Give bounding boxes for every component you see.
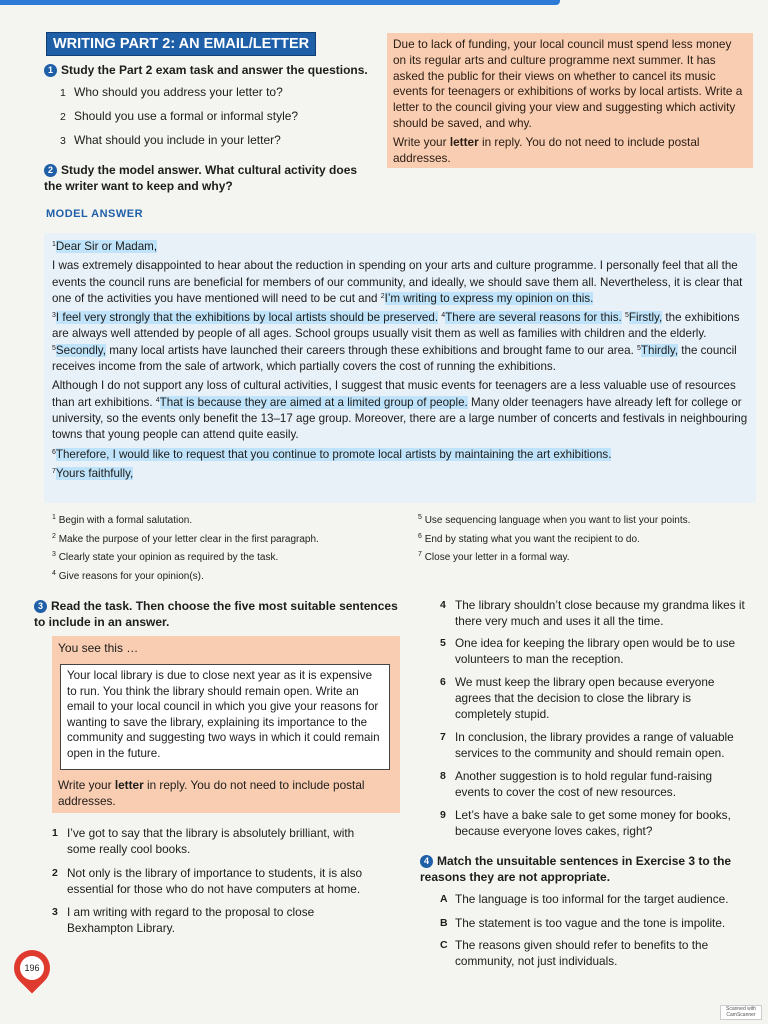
- footnote: $^5$ Use sequencing language when you want to list your points.: [418, 514, 691, 526]
- footnote: $^6$ End by stating what you want the recipient to do.: [418, 532, 640, 545]
- you-see-this-box: [52, 636, 400, 813]
- sentence-option: 8 Another suggestion is to hold regular fund-raising events to cover the cost of new resources.: [440, 769, 713, 799]
- exam-task-box: [387, 33, 753, 168]
- exercise-number: 1: [44, 64, 57, 77]
- footnote: $^3$ Clearly state your opinion as required by the task.: [52, 551, 279, 563]
- footnotes-left: [52, 512, 412, 586]
- sentence-option: 9 Let’s have a bake sale to get some money for books, because everyone loves cakes, right?: [440, 808, 731, 838]
- exercise-instruction: Study the model answer. What cultural activity does the writer want to keep and why?: [44, 163, 358, 193]
- footnote: $^2$ Make the purpose of your letter clear in the first paragraph.: [52, 532, 319, 545]
- footnotes-right: [418, 512, 758, 568]
- sentence-option: 3 I am writing with regard to the proposal to close Bexhampton Library.: [52, 905, 315, 935]
- task-text: Due to lack of funding, your local council must spend less money on its regular arts and culture programme next summer. It has asked the public for their views on whether to cancel its music events for teenagers or exhibitions of works by local artists. Write a letter to the council giving your view and suggesting which activity should be saved, and why.: [393, 37, 743, 130]
- reason-item: A The language is too informal for the target audience.: [440, 892, 729, 906]
- sentence-option: 7 In conclusion, the library provides a range of valuable services to the community and should remain open.: [440, 730, 734, 760]
- exercise-instruction: Read the task. Then choose the five most suitable sentences to include in an answer.: [34, 599, 398, 629]
- you-see-this-title: You see this …: [58, 641, 139, 655]
- paragraph-4: $^6$Therefore, I would like to request that you continue to promote local artists by maintaining the art exhibitions.: [52, 447, 612, 461]
- library-task: Your local library is due to close next year as it is expensive to run. You think the library should remain open. Write an email to your local council in which you give your reasons for wanting to save the library, explaining its importance to the community and suggesting two ways in which it could remain open in the future.: [60, 664, 390, 770]
- exercise-3: [34, 598, 404, 630]
- exercise-2: [44, 162, 364, 194]
- closing: $^7$Yours faithfully,: [52, 466, 134, 480]
- sentence-option: 4 The library shouldn’t close because my grandma likes it there very much and uses it all the time.: [440, 598, 745, 628]
- sentence-option: 2 Not only is the library of importance to students, it is also essential for those who do not have computers at home.: [52, 866, 363, 896]
- sentence-option: 1 I’ve got to say that the library is absolutely brilliant, with some really cool books.: [52, 826, 355, 856]
- page-number-badge: [7, 943, 58, 994]
- paragraph-1: I was extremely disappointed to hear about the reduction in spending on your arts and culture programme. I personally feel that all the events the council runs are beneficial for members of our community, and ideally, we should save them all. Nevertheless, it is clear that one of the activities you have mentioned will need to be cut and $^2$I’m writing to express my opinion on this.: [52, 259, 743, 305]
- salutation: $^1$Dear Sir or Madam,: [52, 240, 158, 253]
- scanner-watermark: Scanned with CamScanner: [720, 1005, 762, 1020]
- footnote: $^7$ Close your letter in a formal way.: [418, 551, 570, 563]
- exercise-1: [44, 62, 374, 78]
- reason-item: C The reasons given should refer to benefits to the community, not just individuals.: [440, 938, 709, 968]
- paragraph-3: Although I do not support any loss of cultural activities, I suggest that music events for teenagers are a less valuable use of resources than art exhibitions. $^4$That is because they are aimed at a limited group of people. Many older teenagers have already left for college or university, so the events only benefit the 13–17 age group. Moreover, there are a large number of concerts and festivals in neighbouring towns that young people can attend quite easily.: [52, 379, 748, 442]
- top-stripe: [0, 0, 560, 5]
- paragraph-2: $^3$I feel very strongly that the exhibitions by local artists should be preserved. $^4$There are several reasons for this. $^5$Firstly, the exhibitions are always well attended by people of all ages. School groups usually visit them as well as families with children and the elderly. $^5$Secondly, many local artists have launched their careers through these exhibitions and brought fame to our area. $^5$Thirdly, the council receives income from the sale of artwork, which partially covers the cost of running the exhibitions.: [52, 311, 740, 374]
- footnote: $^1$ Begin with a formal salutation.: [52, 514, 193, 526]
- question-item: 3 What should you include in your letter?: [60, 133, 281, 147]
- exercise-instruction: Study the Part 2 exam task and answer the questions.: [61, 63, 368, 77]
- exercise-4: [420, 853, 750, 885]
- task-instruction: Write your letter in reply. You do not need to include postal addresses.: [58, 778, 365, 808]
- question-item: 2 Should you use a formal or informal style?: [60, 109, 299, 123]
- section-title: WRITING PART 2: AN EMAIL/LETTER: [46, 32, 316, 56]
- exercise-number: 4: [420, 855, 433, 868]
- sentence-option: 5 One idea for keeping the library open would be to use volunteers to man the reception.: [440, 636, 736, 666]
- sentence-option: 6 We must keep the library open because everyone agrees that the decision to close the library is completely stupid.: [440, 675, 715, 721]
- exercise-instruction: Match the unsuitable sentences in Exercise 3 to the reasons they are not appropriate.: [420, 854, 732, 884]
- model-answer-label: MODEL ANSWER: [46, 208, 144, 220]
- page-number: 196: [20, 956, 44, 980]
- exercise-number: 2: [44, 164, 57, 177]
- reason-item: B The statement is too vague and the tone is impolite.: [440, 916, 726, 930]
- footnote: $^4$ Give reasons for your opinion(s).: [52, 569, 204, 582]
- task-instruction: Write your letter in reply. You do not need to include postal addresses.: [393, 134, 700, 165]
- exercise-number: 3: [34, 600, 47, 613]
- question-item: 1 Who should you address your letter to?: [60, 85, 283, 99]
- model-answer: [44, 233, 756, 503]
